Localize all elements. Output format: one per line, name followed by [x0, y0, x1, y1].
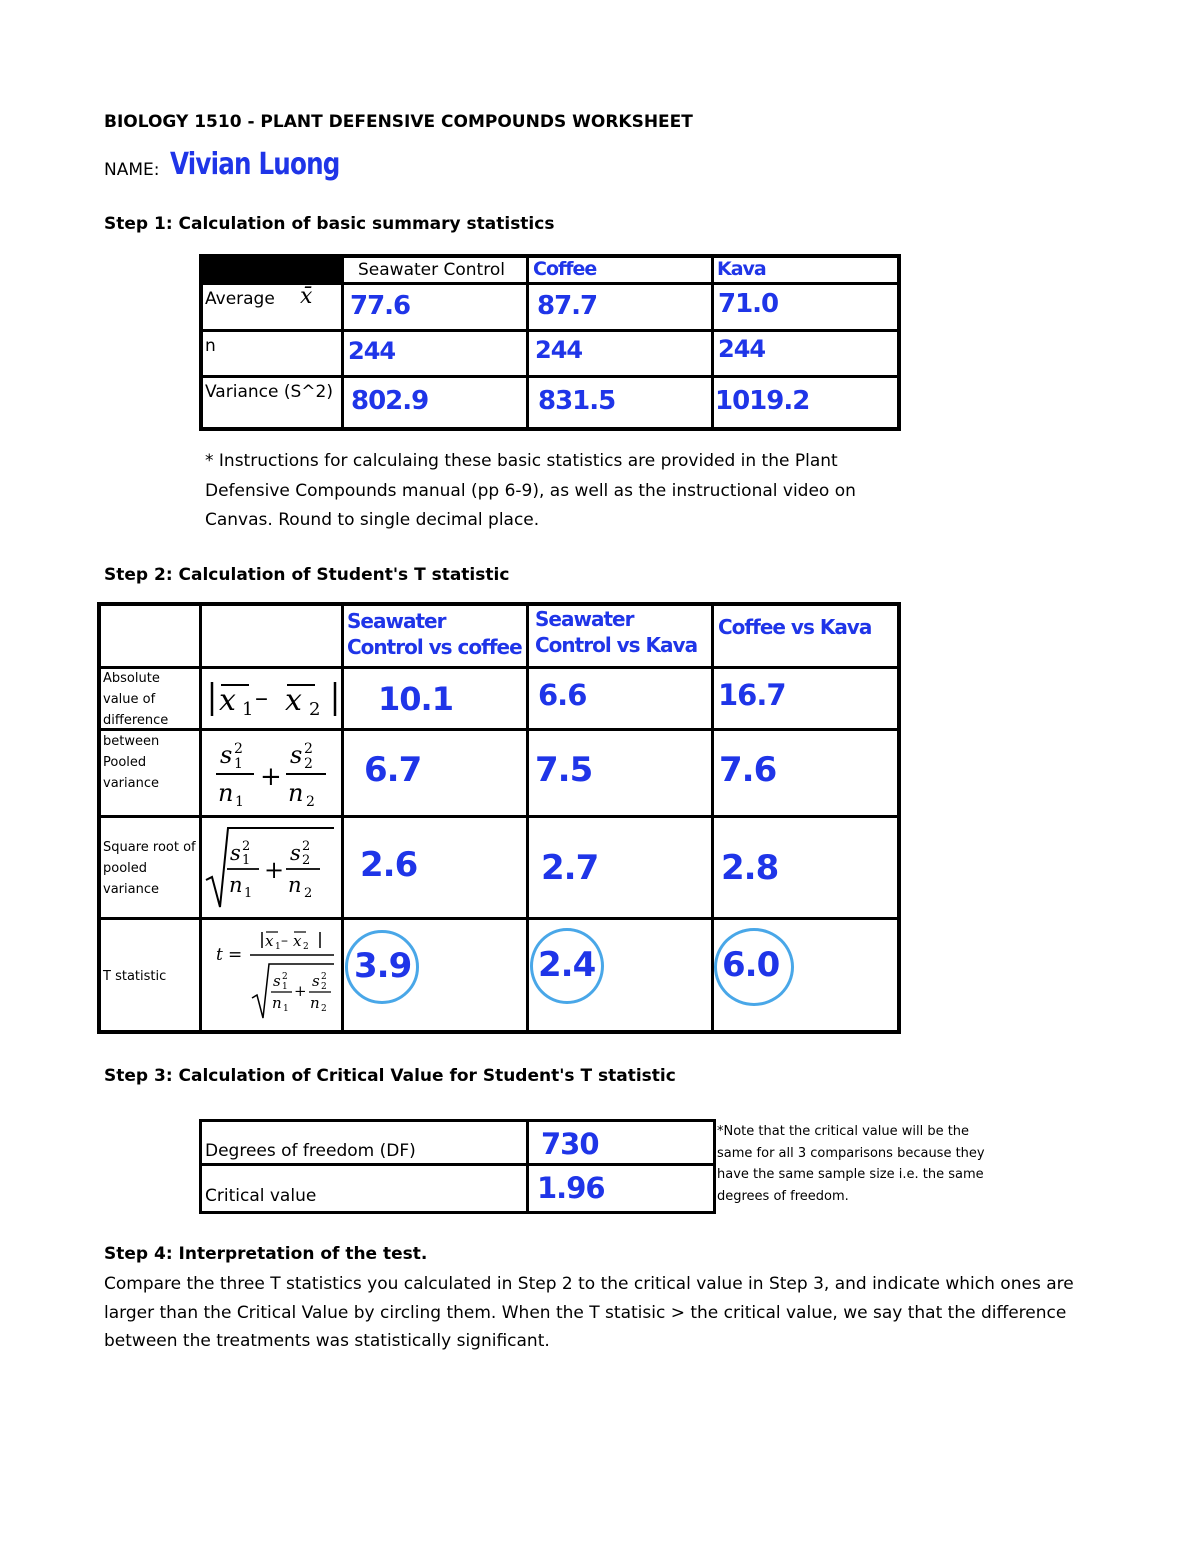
svg-text:–: – [281, 933, 288, 949]
svg-text:1: 1 [234, 756, 243, 772]
svg-text:x: x [265, 932, 274, 950]
sqrt-seawater-coffee: 2.6 [360, 845, 418, 885]
n-kava: 244 [718, 335, 766, 363]
svg-text:2: 2 [304, 756, 313, 772]
svg-text:x: x [219, 683, 236, 718]
step4-heading: Step 4: Interpretation of the test. [104, 1244, 428, 1264]
svg-text:2: 2 [242, 839, 251, 854]
svg-text:1: 1 [235, 794, 244, 810]
pooled-var-coffee-kava: 7.6 [719, 750, 777, 790]
average-coffee: 87.7 [537, 291, 598, 321]
step3-heading: Step 3: Calculation of Critical Value for Student's T statistic [104, 1066, 676, 1086]
svg-text:2: 2 [302, 853, 311, 868]
svg-text:1: 1 [282, 982, 288, 992]
svg-text:–: – [255, 683, 268, 713]
svg-text:+: + [260, 762, 282, 792]
svg-text:x: x [293, 932, 302, 950]
svg-text:1: 1 [242, 699, 254, 720]
svg-text:n: n [310, 994, 320, 1012]
col-coffee-vs-kava: Coffee vs Kava [718, 615, 872, 639]
svg-text:s: s [230, 841, 241, 865]
svg-text:1: 1 [275, 942, 281, 952]
abs-diff-coffee-kava: 16.7 [718, 678, 786, 712]
df-value: 730 [541, 1127, 599, 1161]
sqrt-coffee-kava: 2.8 [721, 848, 779, 888]
sqrt-pooled-formula [204, 822, 338, 912]
svg-text:2: 2 [321, 1004, 327, 1014]
row-sqrt-pooled-label: Square root of pooled variance [103, 840, 196, 897]
n-coffee: 244 [535, 336, 583, 364]
svg-text:2: 2 [303, 942, 309, 952]
row-t-statistic-label: T statistic [103, 969, 167, 984]
svg-text:2: 2 [234, 741, 243, 757]
svg-text:2: 2 [321, 982, 327, 992]
col-seawater-vs-coffee: Seawater Control vs coffee [347, 609, 522, 659]
t-statistic-formula [214, 924, 338, 1024]
svg-text:x: x [285, 683, 302, 718]
row-average-label: Average [205, 289, 275, 309]
svg-text:2: 2 [282, 972, 288, 982]
svg-text:+: + [264, 856, 285, 884]
x-bar-symbol: x̄ [300, 284, 313, 309]
abs-diff-seawater-coffee: 10.1 [378, 680, 453, 718]
df-label: Degrees of freedom (DF) [205, 1141, 416, 1161]
critical-value-label: Critical value [205, 1186, 317, 1206]
step2-heading: Step 2: Calculation of Student's T statistic [104, 565, 510, 585]
row-abs-diff-label: Absolute value of difference between [103, 671, 169, 749]
pooled-variance-formula [212, 733, 336, 811]
svg-text:2: 2 [304, 741, 313, 757]
svg-text:s: s [273, 972, 281, 990]
abs-diff-seawater-kava: 6.6 [538, 678, 587, 712]
name-label: NAME: [104, 160, 160, 180]
step1-note: * Instructions for calculaing these basic statistics are provided in the Plant Defensive Compounds manual (pp 6-9), as well as the instructional video on Canvas. Round to single decimal place. [205, 451, 856, 530]
pooled-var-seawater-kava: 7.5 [535, 750, 593, 790]
t-seawater-kava: 2.4 [538, 945, 596, 985]
abs-diff-formula [205, 672, 339, 724]
row-pooled-variance-label: Pooled variance [103, 755, 159, 791]
variance-coffee: 831.5 [538, 386, 616, 416]
svg-text:1: 1 [244, 886, 253, 901]
step4-body: Compare the three T statistics you calculated in Step 2 to the critical value in Step 3, and indicate which ones are larger than the Critical Value by circling them. When the T statisic > the critical value, we say that the difference between the treatments was statistically significant. [104, 1274, 1074, 1351]
svg-text:s: s [290, 841, 301, 865]
summary-table-corner [201, 256, 342, 282]
svg-text:+: + [294, 982, 307, 1000]
step3-note: *Note that the critical value will be the same for all 3 comparisons because they have the same sample size i.e. the same degrees of freedom. [717, 1124, 985, 1204]
svg-text:1: 1 [242, 853, 251, 868]
col-seawater-control: Seawater Control [358, 260, 505, 280]
pooled-var-seawater-coffee: 6.7 [364, 750, 422, 790]
variance-seawater: 802.9 [351, 386, 429, 416]
name-value: Vivian Luong [170, 147, 340, 182]
svg-text:n: n [288, 779, 304, 807]
variance-kava: 1019.2 [715, 386, 810, 416]
row-variance-label: Variance (S^2) [205, 382, 333, 402]
svg-text:s: s [290, 741, 303, 769]
svg-text:n: n [288, 873, 302, 897]
row-n-label: n [205, 336, 216, 356]
svg-text:s: s [312, 972, 320, 990]
svg-text:n: n [218, 779, 234, 807]
worksheet-title: BIOLOGY 1510 - PLANT DEFENSIVE COMPOUNDS WORKSHEET [104, 112, 693, 132]
t-seawater-coffee: 3.9 [354, 946, 412, 986]
svg-text:2: 2 [309, 699, 321, 720]
svg-text:2: 2 [304, 886, 313, 901]
sqrt-seawater-kava: 2.7 [541, 848, 599, 888]
svg-text:2: 2 [321, 972, 327, 982]
svg-text:n: n [272, 994, 282, 1012]
critical-value-value: 1.96 [537, 1171, 605, 1205]
col-coffee: Coffee [533, 258, 597, 280]
svg-text:1: 1 [283, 1004, 289, 1014]
svg-text:2: 2 [306, 794, 315, 810]
svg-text:2: 2 [302, 839, 311, 854]
col-kava: Kava [717, 258, 766, 280]
col-seawater-vs-kava: Seawater Control vs Kava [535, 607, 698, 657]
svg-text:=: = [228, 945, 243, 965]
average-seawater: 77.6 [350, 291, 411, 321]
svg-text:t: t [216, 945, 223, 965]
svg-text:s: s [220, 741, 233, 769]
average-kava: 71.0 [718, 289, 779, 319]
n-seawater: 244 [348, 337, 396, 365]
step1-heading: Step 1: Calculation of basic summary statistics [104, 214, 555, 234]
svg-text:n: n [229, 873, 243, 897]
t-coffee-kava: 6.0 [722, 945, 780, 985]
